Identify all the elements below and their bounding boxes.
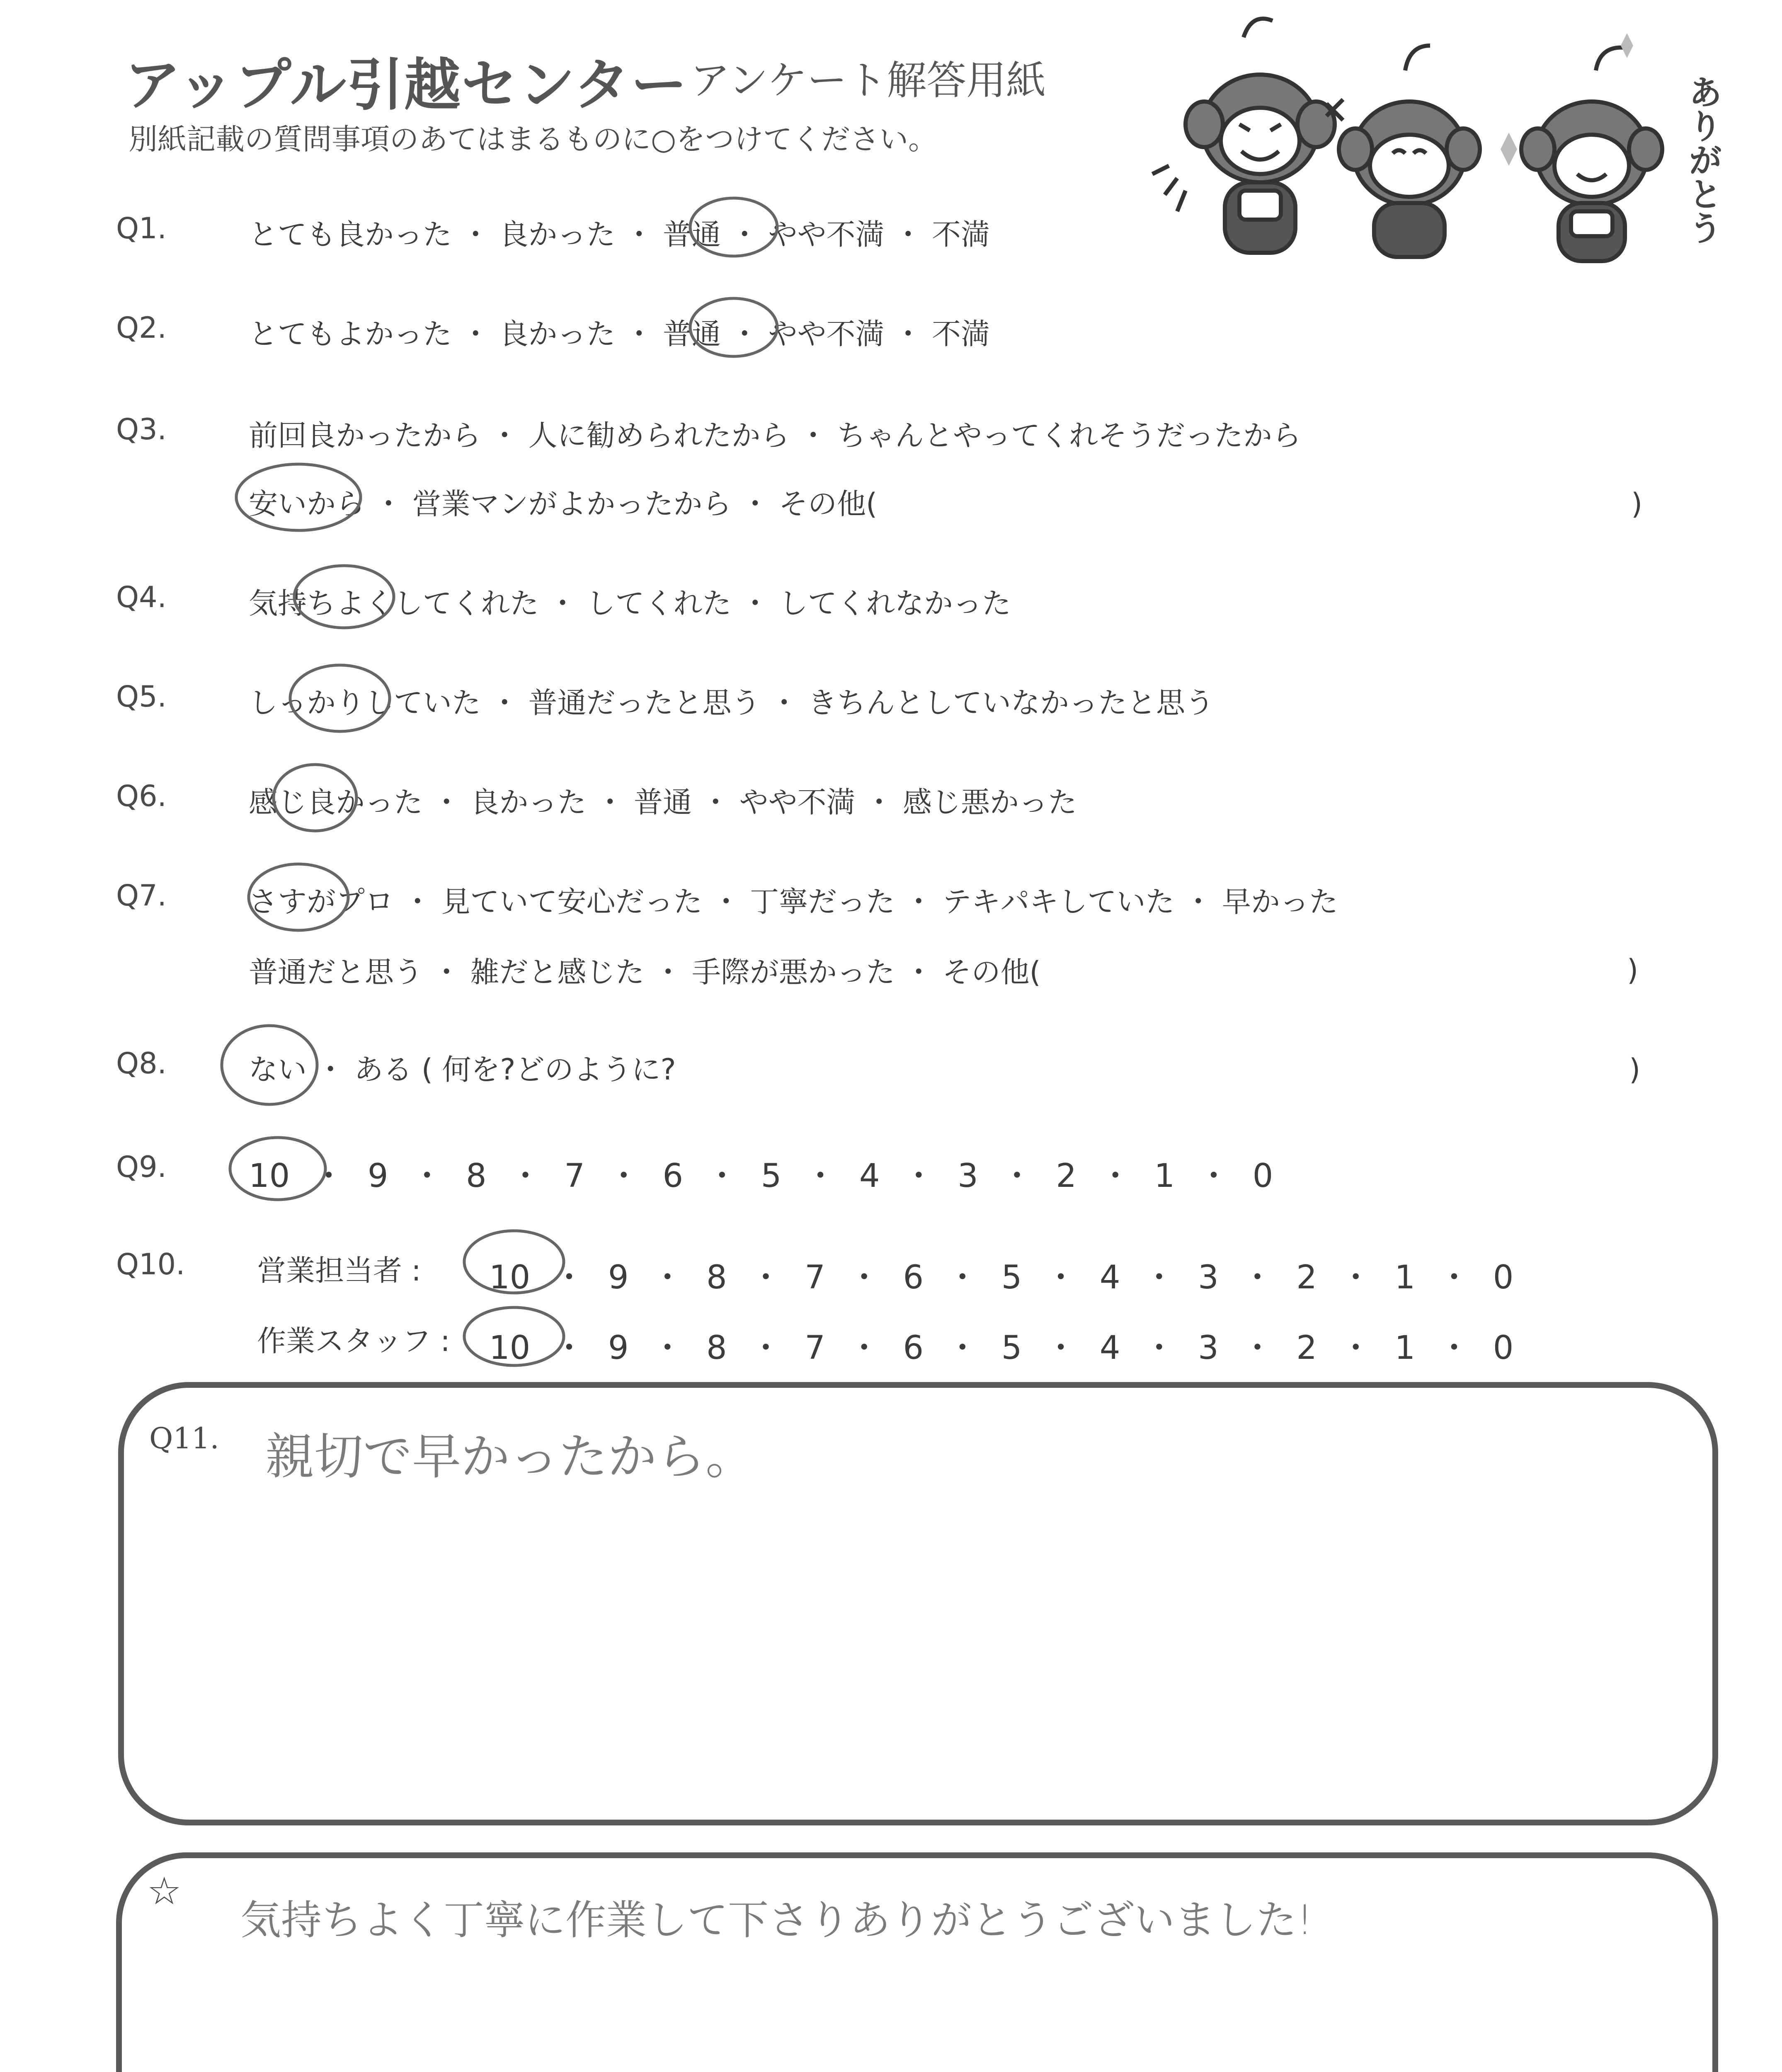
q2-options[interactable]: とてもよかった ・ 良かった ・ 普通 ・ やや不満 ・ 不満: [249, 317, 990, 351]
q8-options[interactable]: ない ・ ある ( 何を?どのように?: [249, 1053, 676, 1087]
form-subtitle: アンケート解答用紙: [690, 57, 1046, 104]
q5-label: Q5.: [116, 680, 167, 714]
q11-answer: 親切で早かったから。: [265, 1428, 755, 1485]
thanks-vertical-text: ありがとう: [1683, 75, 1722, 244]
q3-other-close-paren: ): [1631, 487, 1643, 521]
q10-staff-scale[interactable]: 10 ・ 9 ・ 8 ・ 7 ・ 6 ・ 5 ・ 4 ・ 3 ・ 2 ・ 1 ・ 0: [489, 1329, 1514, 1367]
q3-label: Q3.: [116, 412, 167, 446]
q9-label: Q9.: [116, 1150, 167, 1184]
q10-label: Q10.: [116, 1247, 185, 1281]
q4-selected-circle: [294, 566, 394, 628]
q7-options-line2[interactable]: 普通だと思う ・ 雑だと感じた ・ 手際が悪かった ・ その他(: [249, 955, 1041, 989]
q3-options-line2[interactable]: 安いから ・ 営業マンがよかったから ・ その他(: [249, 487, 878, 521]
q10-staff-label: 作業スタッフ :: [257, 1324, 450, 1358]
star-label: ☆: [147, 1869, 182, 1913]
q6-label: Q6.: [116, 779, 167, 813]
q10-sales-selected-circle: [464, 1231, 564, 1293]
q7-other-close-paren: ): [1627, 953, 1639, 987]
q2-selected-circle: [690, 298, 777, 356]
q2-label: Q2.: [116, 311, 167, 345]
free-comment-box[interactable]: [116, 1852, 1718, 2072]
q10-sales-label: 営業担当者 :: [257, 1254, 421, 1288]
q3-options-line1[interactable]: 前回良かったから ・ 人に勧められたから ・ ちゃんとやってくれそうだったから: [249, 419, 1302, 453]
q5-options[interactable]: しっかりしていた ・ 普通だったと思う ・ きちんとしていなかったと思う: [249, 686, 1215, 720]
q7-label: Q7.: [116, 879, 167, 913]
q1-selected-circle: [690, 198, 777, 256]
q11-label: Q11.: [149, 1421, 219, 1455]
q10-sales-scale[interactable]: 10 ・ 9 ・ 8 ・ 7 ・ 6 ・ 5 ・ 4 ・ 3 ・ 2 ・ 1 ・ 0: [489, 1259, 1514, 1296]
q9-selected-circle: [230, 1138, 325, 1200]
q7-options-line1[interactable]: さすがプロ ・ 見ていて安心だった ・ 丁寧だった ・ テキパキしていた ・ 早かった: [249, 885, 1338, 919]
q8-label: Q8.: [116, 1046, 167, 1080]
q10-staff-selected-circle: [464, 1307, 564, 1365]
q9-scale[interactable]: 10 ・ 9 ・ 8 ・ 7 ・ 6 ・ 5 ・ 4 ・ 3 ・ 2 ・ 1 ・ 0: [249, 1157, 1273, 1195]
q1-options[interactable]: とても良かった ・ 良かった ・ 普通 ・ やや不満 ・ 不満: [249, 218, 990, 252]
q8-close-paren: ): [1629, 1053, 1641, 1087]
q4-options[interactable]: 気持ちよくしてくれた ・ してくれた ・ してくれなかった: [249, 586, 1011, 620]
q6-options[interactable]: 感じ良かった ・ 良かった ・ 普通 ・ やや不満 ・ 感じ悪かった: [249, 785, 1077, 819]
q1-label: Q1.: [116, 211, 167, 245]
q6-selected-circle: [274, 765, 356, 831]
form-instruction: 別紙記載の質問事項のあてはまるものに○をつけてください。: [128, 122, 938, 156]
q3-selected-circle: [236, 464, 361, 530]
q4-label: Q4.: [116, 580, 167, 614]
q8-selected-circle: [222, 1026, 317, 1104]
q7-selected-circle: [249, 864, 348, 930]
form-title: アップル引越センター: [124, 53, 688, 118]
q5-selected-circle: [290, 665, 390, 731]
free-comment-text: 気持ちよく丁寧に作業して下さりありがとうございました!: [240, 1897, 1313, 1944]
